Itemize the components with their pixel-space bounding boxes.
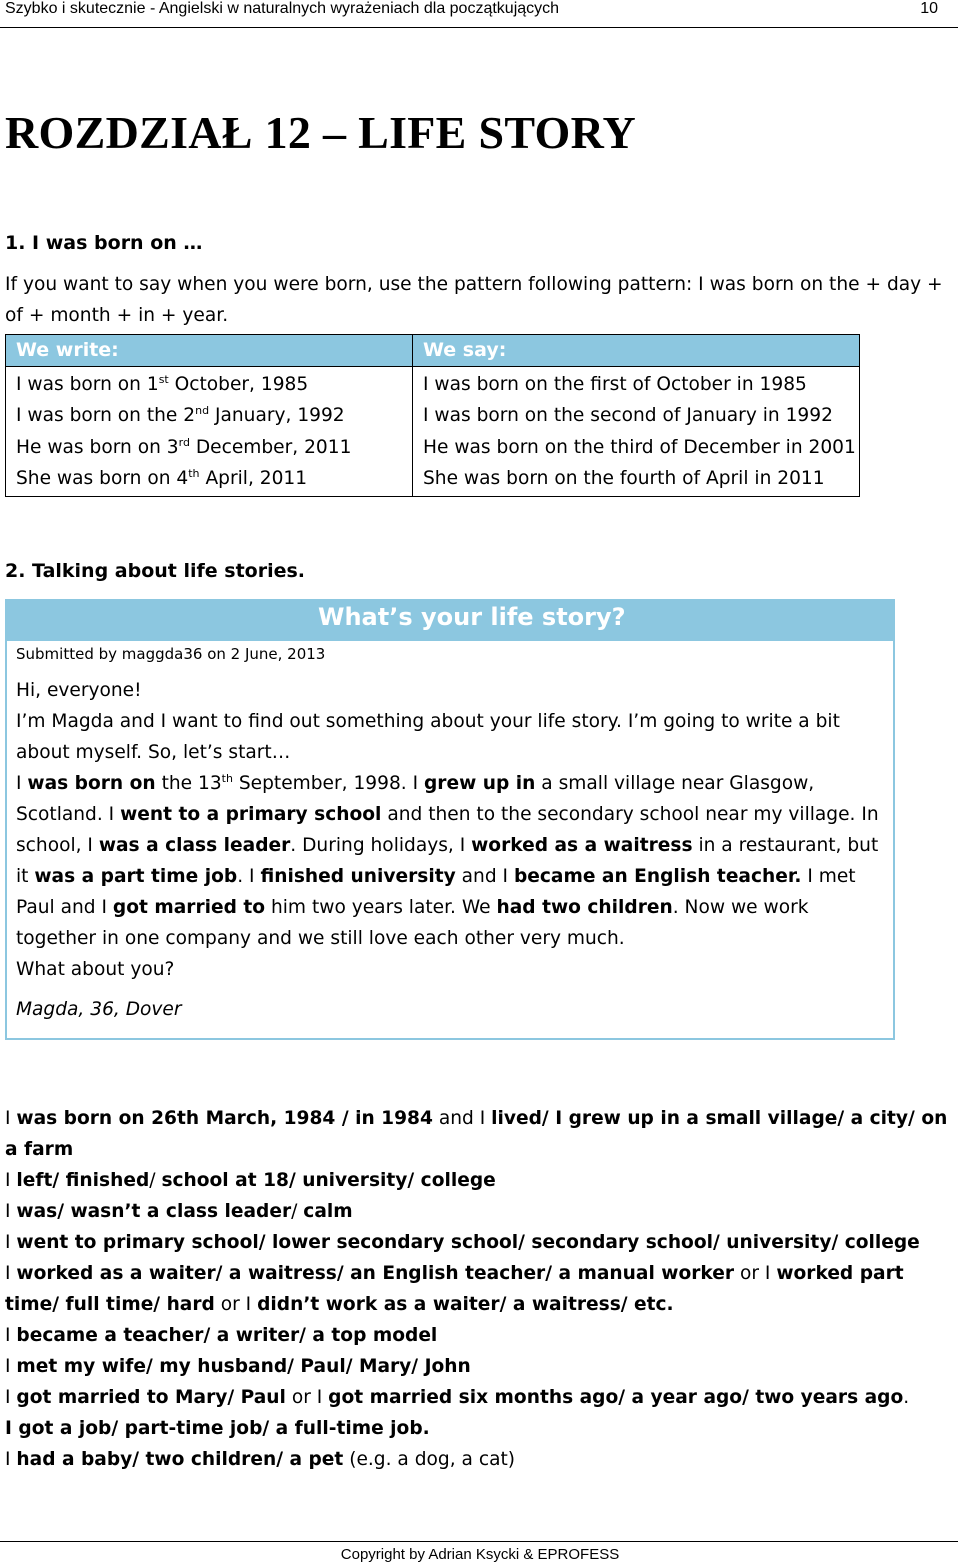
write-line [16,369,412,400]
phrase-bold: worked part time/ full time/ hard [5,1263,904,1315]
table-body-row [6,367,860,497]
phrase-text: I [5,1108,17,1129]
story-paragraph-main [16,768,888,954]
phrase-text: I [5,1263,17,1284]
write-text: December, 2011 [189,436,352,458]
footer-rule [0,1541,958,1542]
phrase-text: I [5,1201,17,1222]
phrase-bold: had a baby/ two children/ a pet [16,1449,344,1470]
write-text: October, 1985 [168,374,309,395]
section-1-heading: 1. I was born on … [5,232,203,254]
key-phrase: worked as a waitress [471,835,693,856]
dates-table [5,334,860,497]
key-phrase: finished university [260,866,456,887]
key-phrase: went to a primary school [120,804,382,825]
running-header: Szybko i skutecznie - Angielski w naturalnych wyrażeniach dla początkujących [5,0,560,17]
phrase-line [5,1351,955,1382]
story-question: What about you? [16,959,175,980]
key-phrase: was born on [27,773,156,794]
story-title: What’s your life story? [318,603,626,631]
write-text: I was born on 1 [16,374,159,395]
key-phrase: was a part time job [34,866,238,887]
phrase-text: I [5,1356,17,1377]
write-text: I was born on the 2 [16,405,196,427]
key-phrase: got married to [112,897,266,918]
phrase-text: I [5,1170,17,1191]
life-story-box [5,599,895,1040]
write-line [16,432,412,463]
phrase-bold: school at 18/ university/ college [161,1170,496,1191]
phrase-text: I [5,1325,17,1346]
text: a small village near Glasgow, Scotland. I [16,773,815,825]
we-write-label: We write: [16,339,119,361]
phrase-bold: was born on 26th March, 1984 / in 1984 [16,1108,433,1129]
write-text: January, 1992 [209,405,345,427]
phrase-bold: lived/ I grew up in a small village/ a city/ on a farm [5,1108,948,1160]
write-line [16,400,412,431]
ordinal-suffix: st [158,372,169,386]
text: in a restaurant, but it [16,835,879,887]
phrase-bold: became a teacher/ a writer/ a top model [16,1325,438,1346]
key-phrase: had two children [496,897,673,918]
phrase-bold: went to primary school/ lower secondary school/ secondary school/ university/ college [16,1232,920,1253]
footer-copyright: Copyright by Adrian Ksycki & EPROFESS [340,1546,620,1563]
say-line: She was born on the fourth of April in 2011 [423,467,825,489]
text: and I [455,866,514,887]
phrase-line [5,1413,955,1444]
write-line [16,463,412,494]
phrase-bold: met my wife/ my husband/ Paul/ Mary/ John [16,1356,471,1377]
phrase-line [5,1258,955,1320]
write-text: He was born on 3 [16,436,179,458]
we-say-cell [413,367,860,497]
story-paragraph-intro: I’m Magda and I want to find out something about your life story. I’m going to write a bit about myself. So, let’s start… [16,711,840,763]
write-text: April, 2011 [199,467,308,489]
phrase-line [5,1227,955,1258]
phrase-text: or I [285,1387,329,1408]
phrase-text: . [903,1387,910,1408]
phrase-text: and I [432,1108,492,1129]
phrase-line [5,1103,955,1165]
text: I met Paul and I [16,866,856,918]
text: . I [237,866,261,887]
story-signature: Magda, 36, Dover [16,999,182,1020]
phrase-bold: worked as a waiter/ a waitress/ an English teacher/ a manual worker [16,1263,735,1284]
header-we-write [6,335,413,367]
phrase-text: I [5,1449,17,1470]
phrase-text: I [5,1387,17,1408]
phrases-list [5,1103,955,1475]
text: . Now we work together in one company and we still love each other very much. [16,897,809,949]
chapter-title: ROZDZIAŁ 12 – LIFE STORY [5,107,636,158]
say-line: I was born on the first of October in 1985 [423,374,807,395]
we-write-cell [6,367,413,497]
page-number: 10 [920,0,938,17]
phrase-bold: calm [303,1201,353,1222]
write-text: She was born on 4 [16,467,189,489]
section-1-intro: If you want to say when you were born, use the pattern following pattern: I was born on the + day + of + month + in + year. [5,274,943,326]
header-rule [0,27,958,28]
key-phrase: grew up in [424,773,536,794]
we-say-label: We say: [423,339,507,361]
text: him two years later. We [265,897,497,918]
ordinal-suffix: nd [195,404,210,418]
phrase-bold: left/ finished [16,1170,150,1191]
submitted-by: Submitted by maggda36 on 2 June, 2013 [16,645,326,663]
phrase-line [5,1444,955,1475]
phrase-bold: got married six months ago/ a year ago/ two years ago [328,1387,904,1408]
phrase-line [5,1382,955,1413]
key-phrase: was a class leader [98,835,291,856]
text: September, 1998. I [232,773,424,794]
section-2-heading: 2. Talking about life stories. [5,560,306,582]
phrase-text: I [5,1232,17,1253]
phrase-text: or I [734,1263,777,1284]
phrase-bold: didn’t work as a waiter/ a waitress/ etc. [257,1294,674,1315]
story-greeting: Hi, everyone! [16,680,142,701]
table-header-row [6,335,860,367]
phrase-line [5,1165,955,1196]
key-phrase: became an English teacher. [513,866,802,887]
phrase-line [5,1320,955,1351]
text: the 13 [155,773,222,794]
phrase-text: / [149,1170,162,1191]
ordinal-suffix: th [188,466,200,480]
say-line: He was born on the third of December in 2001 [423,436,856,458]
ordinal-suffix: th [221,771,233,785]
say-line: I was born on the second of January in 1992 [423,405,833,427]
phrase-bold: got married to Mary/ Paul [16,1387,286,1408]
story-body [16,675,888,1025]
phrase-text: or I [214,1294,258,1315]
phrase-line [5,1196,955,1227]
phrase-text: / [291,1201,304,1222]
text: . During holidays, I [290,835,472,856]
text: I [16,773,28,794]
ordinal-suffix: rd [178,435,190,449]
phrase-bold: was/ wasn’t a class leader [16,1201,292,1222]
header-we-say [413,335,860,367]
phrase-bold: I got a job/ part-time job/ a full-time job. [5,1418,430,1439]
phrase-text: (e.g. a dog, a cat) [343,1449,516,1470]
text: and then to the secondary school near my village. In school, I [16,804,879,856]
